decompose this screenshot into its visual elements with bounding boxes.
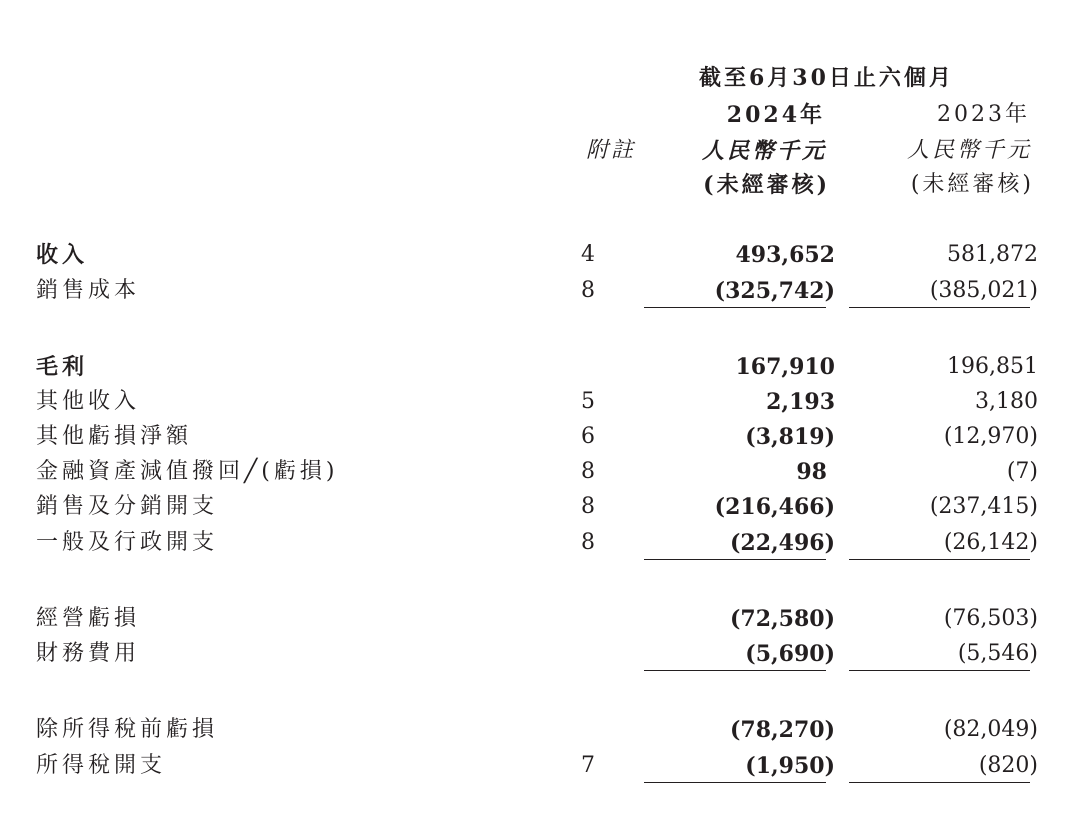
subtotal-rule [644, 307, 826, 308]
row-value-2024: (78,270) [729, 717, 835, 743]
row-label-selling-expenses: 銷售及分銷開支 [36, 494, 219, 519]
currency-2024-header: 人民幣千元 [701, 138, 827, 164]
year-2023-header: 2023年 [937, 102, 1030, 127]
row-value-2023: 581,872 [947, 242, 1038, 267]
row-label-cost-of-sales: 銷售成本 [36, 278, 141, 303]
row-note: 4 [581, 242, 595, 267]
row-value-2023: (385,021) [929, 278, 1038, 303]
row-value-2023: (7) [1006, 459, 1038, 484]
row-value-2024: (1,950) [745, 753, 835, 779]
row-label-admin-expenses: 一般及行政開支 [36, 530, 219, 555]
row-value-2023: (82,049) [943, 717, 1038, 742]
currency-2023-header: 人民幣千元 [906, 138, 1032, 163]
row-value-2024: (216,466) [714, 494, 835, 520]
row-label-operating-loss: 經營虧損 [36, 606, 141, 631]
period-header: 截至6月30日止六個月 [699, 65, 954, 91]
row-label-gross-profit: 毛利 [36, 354, 89, 380]
row-label-other-income: 其他收入 [36, 389, 141, 414]
row-note: 8 [581, 459, 595, 484]
subtotal-rule [644, 559, 826, 560]
row-value-2023: (5,546) [957, 641, 1038, 666]
row-label-income-tax: 所得稅開支 [36, 753, 167, 778]
row-value-2024: 2,193 [766, 389, 835, 415]
row-label-impairment: 金融資產減值撥回╱(虧損) [36, 459, 339, 484]
subtotal-rule [849, 559, 1030, 560]
row-value-2023: 196,851 [947, 354, 1038, 379]
subtotal-rule [849, 782, 1030, 783]
row-value-2024: 493,652 [735, 242, 835, 268]
row-note: 6 [581, 424, 595, 449]
row-value-2023: (820) [978, 753, 1038, 778]
row-note: 7 [581, 753, 595, 778]
row-note: 5 [581, 389, 595, 414]
subtotal-rule [644, 782, 826, 783]
row-value-2024: (3,819) [745, 424, 835, 450]
row-label-revenue: 收入 [36, 242, 89, 268]
audit-2023-header: (未經審核) [910, 172, 1034, 197]
row-value-2023: (26,142) [943, 530, 1038, 555]
row-note: 8 [581, 278, 595, 303]
row-value-2024: (5,690) [745, 641, 835, 667]
row-label-loss-before-tax: 除所得稅前虧損 [36, 717, 219, 742]
row-value-2024: 98 [796, 459, 827, 485]
row-value-2023: (12,970) [943, 424, 1038, 449]
note-column-header: 附註 [586, 138, 637, 163]
subtotal-rule [644, 670, 826, 671]
audit-2024-header: (未經審核) [703, 172, 830, 198]
row-value-2024: (325,742) [714, 278, 835, 304]
year-2024-header: 2024年 [726, 102, 825, 128]
row-value-2023: (76,503) [943, 606, 1038, 631]
row-value-2024: 167,910 [735, 354, 835, 380]
row-note: 8 [581, 494, 595, 519]
row-label-other-losses: 其他虧損淨額 [36, 424, 193, 449]
row-value-2024: (72,580) [729, 606, 835, 632]
row-label-finance-costs: 財務費用 [36, 641, 141, 666]
subtotal-rule [849, 307, 1030, 308]
row-note: 8 [581, 530, 595, 555]
row-value-2023: 3,180 [975, 389, 1038, 414]
row-value-2023: (237,415) [929, 494, 1038, 519]
subtotal-rule [849, 670, 1030, 671]
row-value-2024: (22,496) [729, 530, 835, 556]
